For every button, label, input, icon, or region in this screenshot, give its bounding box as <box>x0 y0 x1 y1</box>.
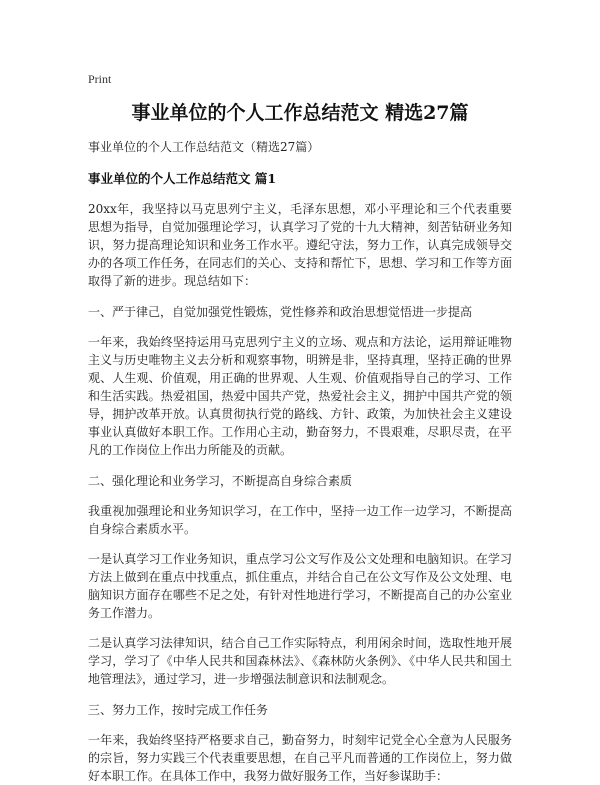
heading-1: 一、严于律己，自觉加强党性锻炼，党性修养和政治思想觉悟进一步提高 <box>88 305 473 319</box>
document-title: 事业单位的个人工作总结范文 精选27篇 <box>131 102 469 124</box>
paragraph-4: 二是认真学习法律知识，结合自己工作实际特点，利用闲余时间，选取性地开展学习，学习了《中华人民共和国森林法》、《森林防火条例》、《中华人民共和国土地管理法》，通过学习，进一步增强法制意识和法制观念。 <box>88 636 512 686</box>
paragraph-5: 一年来，我始终坚持严格要求自己，勤奋努力，时刻牢记党全心全意为人民服务的宗旨，努力实践三个代表重要思想，在自己平凡而普通的工作岗位上，努力做好本职工作。在具体工作中，我努力做好服务工作，当好参谋助手： <box>88 733 512 783</box>
paragraph-1: 一年来，我始终坚持运用马克思列宁主义的立场、观点和方法论，运用辩证唯物主义与历史唯物主义去分析和观察事物，明辨是非，坚持真理，坚持正确的世界观、人生观、价值观，用正确的世界观、人生观、价值观指导自己的学习、工作和生活实践。热爱祖国，热爱中国共产党，热爱社会主义，拥护中国共产党的领导，拥护改革开放。认真贯彻执行党的路线、方针、政策，为加快社会主义建设事业认真做好本职工作。工作用心主动，勤奋努力，不畏艰难，尽职尽责，在平凡的工作岗位上作出力所能及的贡献。 <box>88 335 512 457</box>
document-subtitle: 事业单位的个人工作总结范文（精选27篇） <box>88 140 320 154</box>
print-label: Print <box>88 72 112 86</box>
heading-3: 三、努力工作，按时完成工作任务 <box>88 703 269 717</box>
paragraph-2: 我重视加强理论和业务知识学习，在工作中，坚持一边工作一边学习，不断提高自身综合素质水平。 <box>88 504 512 536</box>
section-title: 事业单位的个人工作总结范文 篇1 <box>88 171 277 186</box>
paragraph-3: 一是认真学习工作业务知识，重点学习公文写作及公文处理和电脑知识。在学习方法上做到在重点中找重点，抓住重点，并结合自己在公文写作及公文处理、电脑知识方面存在哪些不足之处，有针对性地进行学习，不断提高自己的办公室业务工作潜力。 <box>88 552 512 620</box>
paragraph-intro: 20xx年，我坚持以马克思列宁主义，毛泽东思想，邓小平理论和三个代表重要思想为指导，自觉加强理论学习，认真学习了党的十九大精神，刻苦钻研业务知识，努力提高理论知识和业务工作水平。遵纪守法，努力工作，认真完成领导交办的各项工作任务，在同志们的关心、支持和帮忙下，思想、学习和工作等方面取得了新的进步。现总结如下： <box>88 202 512 288</box>
heading-2: 二、强化理论和业务学习，不断提高自身综合素质 <box>88 474 353 488</box>
